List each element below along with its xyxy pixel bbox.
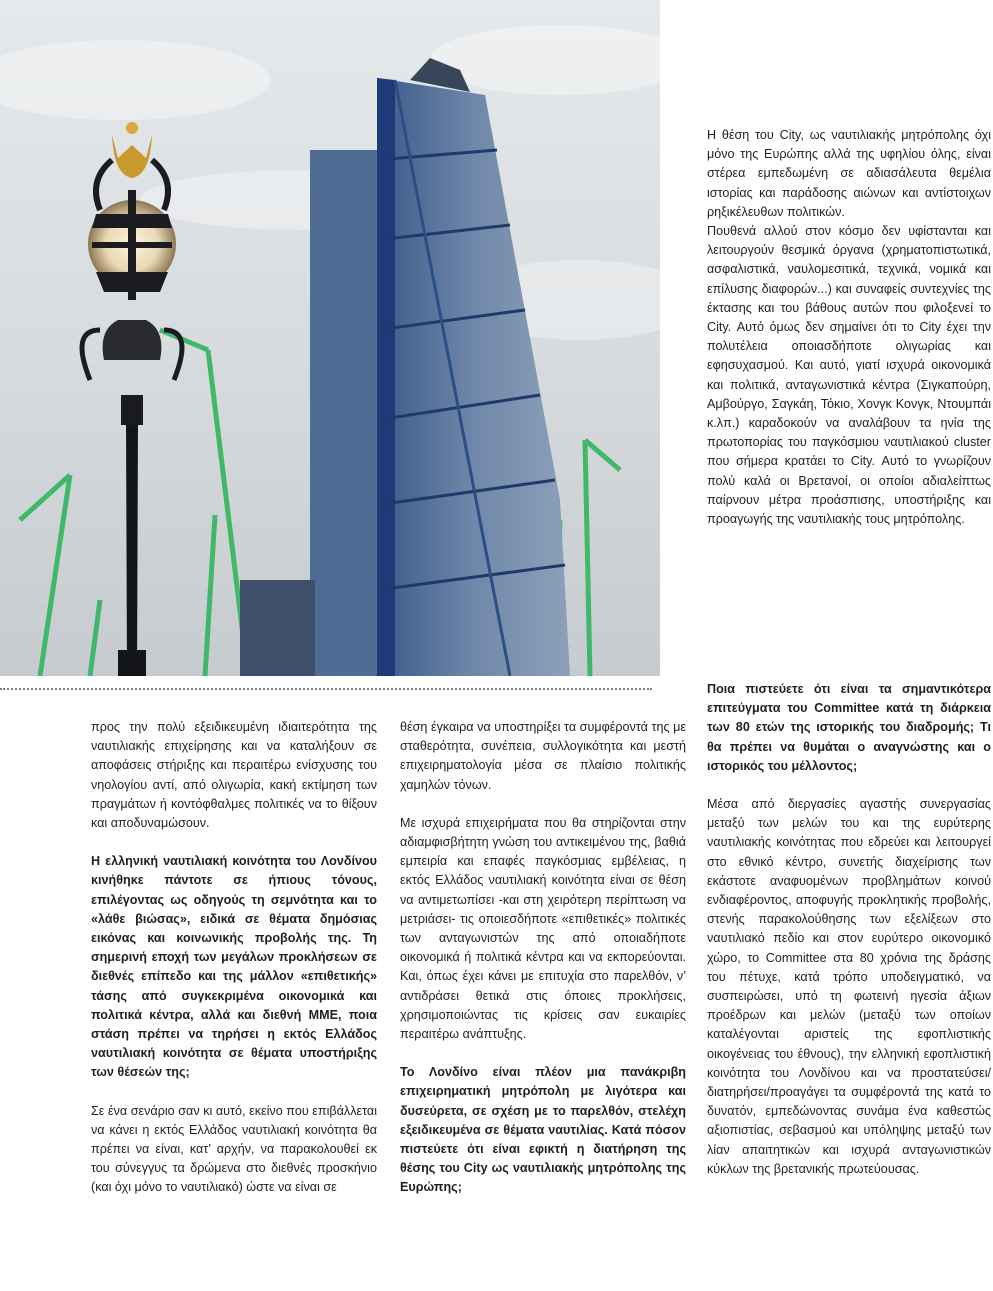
skyline-photo (0, 0, 660, 676)
article-column-right-top (707, 126, 991, 529)
paragraph: Με ισχυρά επιχειρήματα που θα στηρίζονται στην αδιαμφισβήτητη γνώση του αντικειμένου της, βαθιά εμπειρία και επαφές παγκόσμιας εμβέλειας, η εκτός Ελλάδος ναυτιλιακή κοινότητα είναι σε θέση να αντιμετωπίσει -και στη χειρότερη περίπτωση να μετριάσει- τις οποιεσδήποτε «επιθετικές» πολιτικές των ανταγωνιστών της από οποιαδήποτε οικονομικά ή πολιτικά κέντρα και να εκπορεύονται. Και, όπως έχει κάνει με επιτυχία στο παρελθόν, ν’ αντιδράσει θετικά στις όποιες προκλήσεις, χρησιμοποιώντας τις κρίσεις σαν ευκαιρίες περαιτέρω ανάπτυξης. (400, 815, 686, 1042)
paragraph: θέση έγκαιρα να υποστηρίξει τα συμφέροντά της με σταθερότητα, συνέπεια, συλλογικότητα και μεστή επιχειρηματολογία μέσα σε πλαίσιο πολιτικής χαμηλών τόνων. (400, 720, 686, 792)
paragraph: Η θέση του City, ως ναυτιλιακής μητρόπολης όχι μόνο της Ευρώπης αλλά της υφηλίου όλης, είναι στέρεα εμπεδωμένη σε αδιασάλευτα θεμέλια ιστορίας και παράδοσης αιώνων και αντίστοιχων ρηξικέλευθων πολιτικών. (707, 128, 991, 219)
paragraph: προς την πολύ εξειδικευμένη ιδιαιτερότητα της ναυτιλιακής επιχείρησης και να καταλήξουν σε αποφάσεις στήριξης και περαιτέρω ενίσχυσης του νηολογίου αντί, από ολιγωρία, κακή εκτίμηση των πραγμάτων ή κοντόφθαλμες πολιτικές να το θίξουν και αποδυναμώσουν. (91, 720, 377, 831)
section-divider (0, 688, 652, 690)
article-column-right-bottom (707, 680, 991, 1179)
article-column-middle (400, 718, 686, 1198)
paragraph: Μέσα από διεργασίες αγαστής συνεργασίας μεταξύ των μελών του και της ευρύτερης ναυτιλιακής κοινότητας που εδρεύει και λειτουργεί στο εθνικό κέντρο, συνετής διαχείρισης των εκάστοτε αναφυομένων προβλημάτων κοινού ενδιαφέροντος, αποφυγής προκλητικής προβολής, στενής παρακολούθησης των εξελίξεων στο ναυτιλιακό πεδίο και στον ευρύτερο οικονομικό χώρο, το Committee στα 80 χρόνια της δράσης του πέτυχε, κατά τρόπο υποδειγματικό, να συσπειρώσει, υπό τη φωτεινή ηγεσία άξιων προέδρων και μελών (μεταξύ των οποίων καταλέγονται αριστείς της εφοπλιστικής οικογένειας του έθνους), την ελληνική εφοπλιστική κοινότητα του Λονδίνου και να προστατεύσει/διατηρήσει/προαγάγει τα συμφέροντά της κατά το δυνατόν, εμπεδώνοντας συνάμα ένα καθεστώς αξιοπιστίας, σεβασμού και υπόληψης μεταξύ των λίαν απαιτητικών και ισχυρά ανταγωνιστικών κύκλων της βρετανικής πρωτεύουσας. (707, 797, 991, 1176)
interview-question: Η ελληνική ναυτιλιακή κοινότητα του Λονδίνου κινήθηκε πάντοτε σε ήπιους τόνους, επιλέγοντας ως οδηγούς τη σεμνότητα και το «λάθε βιώσας», ειδικά σε θέματα δημόσιας εικόνας και κοινωνικής προβολής της. Τη σημερινή εποχή των μεγάλων προκλήσεων σε διεθνές επίπεδο και της μάλλον «επιθετικής» τάσης από συγκεκριμένα οικονομικά και πολιτικά κέντρα, αλλά και διεθνή ΜΜΕ, ποια στάση πρέπει να τηρήσει η εκτός Ελλάδος ναυτιλιακή κοινότητα σε θέματα υποστήριξης των θέσεών της; (91, 854, 377, 1080)
article-column-left (91, 718, 377, 1198)
paragraph: Σε ένα σενάριο σαν κι αυτό, εκείνο που επιβάλλεται να κάνει η εκτός Ελλάδος ναυτιλιακή κοινότητα θα πρέπει να είναι, κατ’ αρχήν, να παρακολουθεί εκ του σύνεγγυς τα δρώμενα στο διεθνές προσκήνιο (και όχι μόνο το ναυτιλιακό) ώστε να είναι σε (91, 1103, 377, 1195)
paragraph: Πουθενά αλλού στον κόσμο δεν υφίστανται και λειτουργούν θεσμικά όργανα (χρηματοπιστωτικά, ασφαλιστικά, ναυλομεσιτικά, τεχνικά, νομικά και επίλυσης διαφορών...) και συναφείς συντεχνίες της έκτασης και του βάθους αυτών που φιλοξενεί το City. Αυτό όμως δεν σημαίνει ότι το City έχει την πολυτέλεια οποιασδήποτε ολιγωρίας και εφησυχασμού. Και αυτό, γιατί ισχυρά οικονομικά και πολιτικά, ανταγωνιστικά κέντρα (Σιγκαπούρη, Αμβούργο, Σαγκάη, Τόκιο, Χονγκ Κονγκ, Ντουμπάι κ.λπ.) καραδοκούν να αναλάβουν τα ηνία της πρωτοπορίας του παγκόσμιου ναυτιλιακού cluster που σήμερα κρατάει το City. Αυτό το γνωρίζουν πολύ καλά οι Βρετανοί, οι οποίοι αδιαλείπτως παίρνουν μέτρα προάσπισης, υποστήριξης και προαγωγής της ναυτιλιακής τους μητρόπολης. (707, 224, 991, 527)
interview-question: Το Λονδίνο είναι πλέον μια πανάκριβη επιχειρηματική μητρόπολη με λιγότερα και δυσεύρετα, σε σχέση με το παρελθόν, στελέχη εξειδικευμένα σε θέματα ναυτιλίας. Κατά πόσον πιστεύετε ότι είναι εφικτή η διατήρηση της θέσης του City ως ναυτιλιακής μητρόπολης της Ευρώπης; (400, 1065, 686, 1195)
interview-question: Ποια πιστεύετε ότι είναι τα σημαντικότερα επιτεύγματα του Committee κατά τη διάρκεια των 80 ετών της ιστορικής του διαδρομής; Τι θα πρέπει να θυμάται ο αναγνώστης και ο ιστορικός του μέλλοντος; (707, 682, 991, 773)
